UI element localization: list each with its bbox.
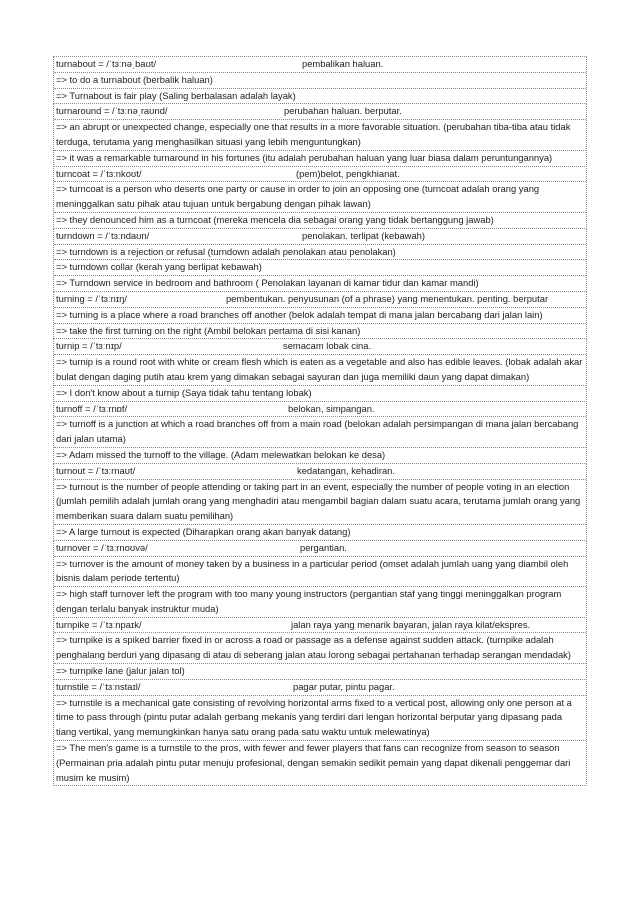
headword-definition: jalan raya yang menarik bayaran, jalan raya kilat/ekspres. xyxy=(291,618,531,630)
example-line: => Turnabout is fair play (Saling berbalasan adalah layak) xyxy=(56,89,296,101)
dictionary-entry xyxy=(53,338,587,401)
dictionary-entry xyxy=(53,56,587,104)
dictionary-entry xyxy=(53,291,587,339)
example-line: => turndown collar (kerah yang berlipat kebawah) xyxy=(54,260,586,276)
dictionary-entry xyxy=(53,166,587,229)
entry-headword-line xyxy=(54,104,586,120)
entry-headword-line xyxy=(54,618,586,634)
headword-pronunciation: turning = /ˈtɜːnɪŋ/ xyxy=(56,292,127,304)
headword-pronunciation: turnabout = /ˈtɜːnəˌbaʊt/ xyxy=(56,58,157,69)
example-line: => A large turnout is expected (Diharapkan orang akan banyak datang) xyxy=(56,525,351,537)
example-line: => The men's game is a turnstile to the pros, with fewer and fewer players that fans can recognize from season to season (Permainan pria adalah pintu putar menuju profesional, dengan semakin sedikit pemain yang dapat dikenali penggemar dari musim ke musim) xyxy=(56,742,571,783)
example-line: => it was a remarkable turnaround in his fortunes (itu adalah perubahan haluan yang luar biasa dalam peruntungannya) xyxy=(56,151,553,163)
headword-pronunciation: turnover = /ˈtɜːrnoʊvə/ xyxy=(56,541,148,553)
dictionary-entry xyxy=(53,463,587,541)
headword-definition: (pem)belot, pengkhianat. xyxy=(296,167,400,179)
example-line: => Adam missed the turnoff to the village. (Adam melewatkan belokan ke desa) xyxy=(56,448,386,460)
entry-headword-line xyxy=(54,402,586,418)
example-line: => turnpike lane (jalur jalan tol) xyxy=(56,665,185,677)
headword-pronunciation: turnip = /ˈtɜːnɪp/ xyxy=(56,340,122,352)
example-line: => take the first turning on the right (Ambil belokan pertama di sisi kanan) xyxy=(56,324,361,336)
example-line: => turncoat is a person who deserts one party or cause in order to join an opposing one (turncoat adalah orang yang meninggalkan satu pihak atau tujuan untuk bergabung dengan pihak lawan) xyxy=(54,182,586,213)
dictionary-entry xyxy=(53,103,587,166)
entry-headword-line xyxy=(54,680,586,696)
headword-definition: belokan, simpangan. xyxy=(288,402,375,414)
headword-pronunciation: turnstile = /ˈtɜːnstaɪl/ xyxy=(56,680,141,692)
headword-pronunciation: turnaround = /ˈtɜːnəˌraʊnd/ xyxy=(56,105,168,117)
example-line: => turnstile is a mechanical gate consisting of revolving horizontal arms fixed to a vertical post, allowing only one person at a time to pass through (pintu putar adalah gerbang mekanis yang terdiri dari lengan horizontal berputar yang dipasang pada tiang vertikal, yang memungkinkan hanya satu orang pada satu waktu untuk melewatinya) xyxy=(54,696,586,741)
entry-headword-line xyxy=(54,167,586,183)
example-line: => to do a turnabout (berbalik haluan) xyxy=(54,73,586,89)
example-line: => turnoff is a junction at which a road branches off from a main road (belokan adalah persimpangan di mana jalan bercabang dari jalan utama) xyxy=(54,417,586,448)
example-line: => turning is a place where a road branches off another (belok adalah tempat di mana jalan bercabang dari jalan lain) xyxy=(54,308,586,324)
dictionary-document xyxy=(53,57,587,786)
example-line: => an abrupt or unexpected change, especially one that results in a more favorable situation. (perubahan tiba-tiba atau tidak terduga, terutama yang menghasilkan situasi yang lebih menguntungkan) xyxy=(54,120,586,151)
headword-definition: perubahan haluan. berputar. xyxy=(284,105,402,117)
headword-definition: kedatangan, kehadiran. xyxy=(297,464,395,476)
example-line: => turnip is a round root with white or cream flesh which is eaten as a vegetable and also has edible leaves. (lobak adalah akar bulat dengan daging putih atau krem yang dimakan sebagai sayuran dan juga memiliki daun yang dapat dimakan) xyxy=(54,355,586,386)
example-line: => turnout is the number of people attending or taking part in an event, especially the number of people voting in an election (jumlah pemilih adalah jumlah orang yang menghadiri atau mengambil bagian dalam suatu acara, terutama jumlah orang yang memberikan suara dalam suatu pemilihan) xyxy=(54,480,586,525)
headword-pronunciation: turndown = /ˈtɜːndaʊn/ xyxy=(56,229,150,241)
headword-definition: pembalikan haluan. xyxy=(302,58,384,69)
headword-definition: pembentukan. penyusunan (of a phrase) yang menentukan. penting. berputar xyxy=(225,292,549,304)
example-line: => turndown is a rejection or refusal (turndown adalah penolakan atau penolakan) xyxy=(54,245,586,261)
dictionary-entry xyxy=(53,540,587,618)
headword-definition: pagar putar, pintu pagar. xyxy=(293,680,395,692)
example-line: => high staff turnover left the program with too many young instructors (pergantian staf yang tinggi meninggalkan program dengan terlalu banyak instruktur muda) xyxy=(56,588,562,614)
dictionary-entry xyxy=(53,228,587,292)
entry-headword-line xyxy=(54,339,586,355)
entry-headword-line xyxy=(54,292,586,308)
example-line: => Turndown service in bedroom and bathroom ( Penolakan layanan di kamar tidur dan kamar mandi) xyxy=(56,277,479,289)
example-line: => they denounced him as a turncoat (mereka mencela dia sebagai orang yang tidak bertanggung jawab) xyxy=(56,213,494,225)
headword-pronunciation: turncoat = /ˈtɜːnkoʊt/ xyxy=(56,167,142,179)
headword-pronunciation: turnpike = /ˈtɜːnpaɪk/ xyxy=(56,618,142,630)
example-line: => turnover is the amount of money taken by a business in a particular period (omset adalah jumlah uang yang diambil oleh bisnis dalam periode tertentu) xyxy=(54,557,586,588)
headword-definition: pergantian. xyxy=(300,541,347,553)
headword-definition: penolakan. terlipat (kebawah) xyxy=(302,229,425,241)
example-line: => turnpike is a spiked barrier fixed in or across a road or passage as a defense against sudden attack. (turnpike adalah penghalang berduri yang dipasang di atau di seberang jalan atau lorong sebagai pertahanan terhadap serangan mendadak) xyxy=(54,633,586,664)
entry-headword-line xyxy=(54,541,586,557)
entry-headword-line xyxy=(54,57,586,73)
entry-headword-line xyxy=(54,229,586,245)
headword-pronunciation: turnoff = /ˈtɜːrnɒf/ xyxy=(56,402,128,414)
headword-definition: semacam lobak cina. xyxy=(283,340,372,352)
dictionary-entry xyxy=(53,679,587,787)
entry-headword-line xyxy=(54,464,586,480)
dictionary-entry xyxy=(53,617,587,680)
dictionary-entry xyxy=(53,401,587,464)
example-line: => I don't know about a turnip (Saya tidak tahu tentang lobak) xyxy=(56,386,312,398)
headword-pronunciation: turnout = /ˈtɜːrnaʊt/ xyxy=(56,464,136,476)
